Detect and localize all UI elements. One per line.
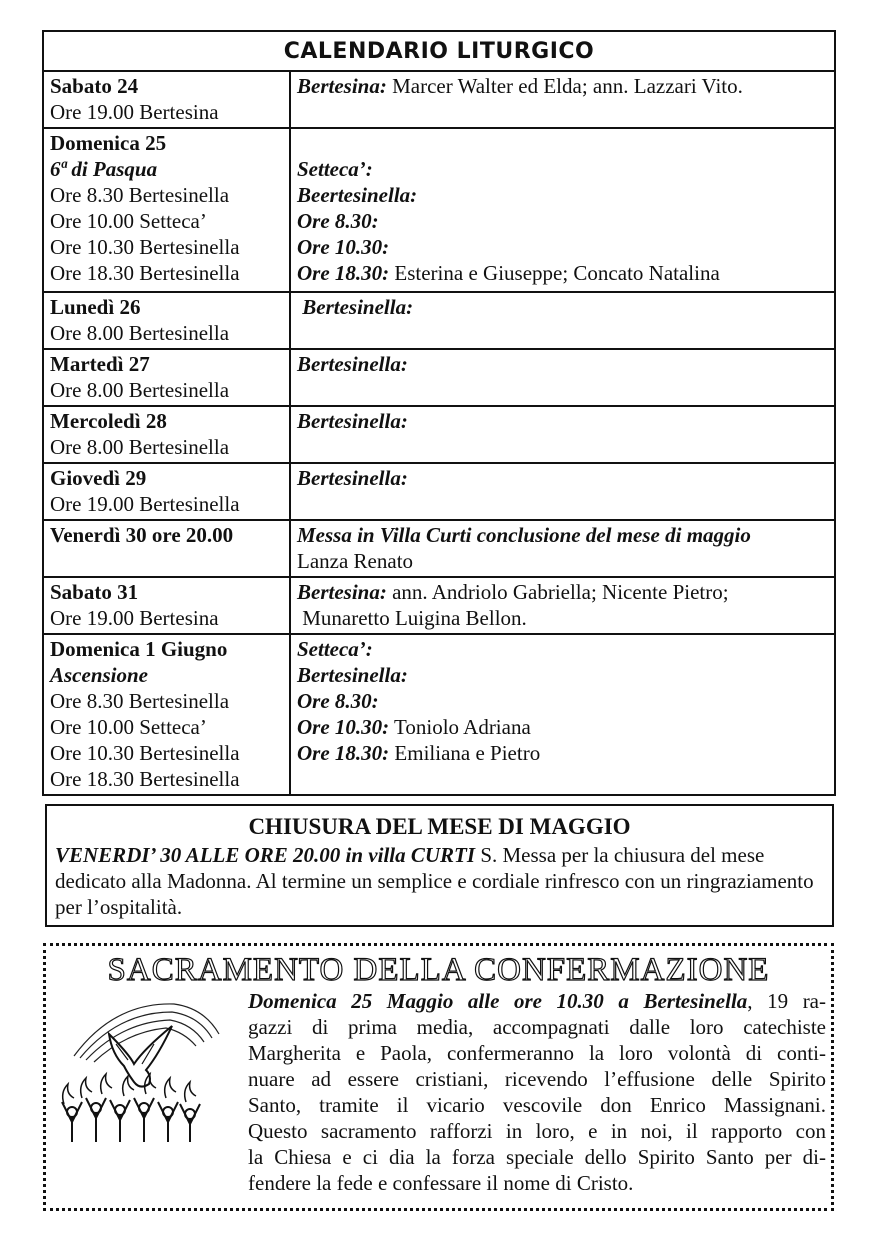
intention-line [297,548,829,574]
intention-line [297,208,829,234]
intention-label: Beertesinella: [297,183,418,207]
confermazione-line [248,1040,826,1066]
confermazione-bold: Domenica 25 Maggio alle ore 10.30 a Bertesinella [248,989,748,1013]
intention-label: Bertesinella: [297,352,408,376]
confermazione-line [248,1144,826,1170]
mass-time: Ore 8.30 Bertesinella [50,689,230,713]
chiusura-body: S. Messa per la chiusura del mese dedicato alla Madonna. Al termine un semplice e cordiale rinfresco con un ringraziamento per l’ospitalità. [55,843,814,919]
day-cell [43,128,290,292]
day-label: Mercoledì 28 [50,409,167,433]
intention-text: ann. Andriolo Gabriella; Nicente Pietro; [386,580,729,604]
calendar-row [43,292,835,349]
intentions-cell [290,520,835,577]
confermazione-title: SACRAMENTO DELLA CONFERMAZIONE [107,952,770,988]
day-cell [43,577,290,634]
confermazione-line-text: la Chiesa e ci dia la forza speciale dello Spirito Santo per di- [248,1145,826,1169]
calendar-row [43,634,835,795]
mass-time: Ore 8.30 Bertesinella [50,183,230,207]
confermazione-line [248,1014,826,1040]
intention-line [297,182,829,208]
calendar-row [43,577,835,634]
mass-time: Ore 19.00 Bertesina [50,100,219,124]
intention-label: Ore 8.30: [297,689,379,713]
confermazione-line [248,988,826,1014]
intentions-cell [290,349,835,406]
intentions-cell [290,634,835,795]
intention-text: Lanza Renato [297,549,414,573]
confermazione-line [248,1170,826,1196]
chiusura-highlight: VENERDI’ 30 ALLE ORE 20.00 in villa CURTI [55,843,476,867]
mass-time: Ore 10.00 Setteca’ [50,715,207,739]
intention-line [297,130,829,156]
intention-label: Ore 8.30: [297,209,379,233]
intentions-cell [290,463,835,520]
intention-text: Munaretto Luigina Bellon. [297,606,527,630]
mass-time: Ore 8.00 Bertesinella [50,435,230,459]
mass-time: Ore 18.30 Bertesinella [50,261,240,285]
confermazione-line-text: Margherita e Paola, confermeranno la loro volontà di conti- [248,1041,826,1065]
intention-label: Ore 10.30: [297,235,390,259]
calendar-row [43,349,835,406]
intention-label: Setteca’: [297,157,373,181]
confermazione-text [206,988,826,1196]
intention-line [297,465,829,491]
calendar-row [43,128,835,292]
intention-label: Ore 18.30: [297,261,390,285]
calendar-body [43,71,835,795]
day-label: Sabato 31 [50,580,139,604]
mass-time: Ore 10.30 Bertesinella [50,235,240,259]
intention-line [297,234,829,260]
intentions-cell [290,128,835,292]
chiusura-text [55,842,824,920]
intention-line [297,522,829,548]
intention-text: Marcer Walter ed Elda; ann. Lazzari Vito. [386,74,743,98]
day-cell [43,520,290,577]
chiusura-title: CHIUSURA DEL MESE DI MAGGIO [248,814,631,839]
intention-label: Ore 10.30: [297,715,390,739]
day-label: Lunedì 26 [50,295,141,319]
intention-label: Ore 18.30: [297,741,390,765]
intention-label: Bertesina: [297,74,387,98]
calendar-row [43,463,835,520]
day-cell [43,71,290,128]
calendar-title: CALENDARIO LITURGICO [43,31,835,71]
intention-line [297,156,829,182]
intention-label: Bertesinella: [297,663,408,687]
calendar-row [43,406,835,463]
day-label: Domenica 25 [50,131,167,155]
day-subtitle: Ascensione [50,663,149,687]
day-label: Martedì 27 [50,352,150,376]
day-subtitle: 6ª di Pasqua [50,157,158,181]
intention-line [297,351,829,377]
mass-time: Ore 10.00 Setteca’ [50,209,207,233]
confermazione-line [248,1066,826,1092]
intentions-cell [290,292,835,349]
day-cell [43,634,290,795]
calendar-row [43,520,835,577]
intention-line [297,636,829,662]
calendar-row [43,71,835,128]
mass-time: Ore 10.30 Bertesinella [50,741,240,765]
day-cell [43,406,290,463]
intention-label: Setteca’: [297,637,373,661]
intention-text: Emiliana e Pietro [389,741,541,765]
intention-line [297,662,829,688]
intention-label: Bertesinella: [297,409,408,433]
day-label: Giovedì 29 [50,466,147,490]
intentions-cell [290,577,835,634]
chiusura-box [45,804,834,927]
confermazione-line-text: , 19 ra- [747,989,826,1013]
intention-line [297,408,829,434]
day-cell [43,292,290,349]
day-cell [43,463,290,520]
confermazione-line-text: Questo sacramento rafforzi in loro, e in noi, il rapporto con [248,1119,826,1143]
confermazione-box [43,943,834,1211]
confermazione-line-text: gazzi di prima media, accompagnati dalle loro catechiste [248,1015,826,1039]
intention-line [297,260,829,286]
intention-line [297,605,829,631]
intention-line [297,294,829,320]
confermazione-line-text: fendere la fede e confessare il nome di Cristo. [248,1171,634,1195]
day-cell [43,349,290,406]
intention-label: Bertesinella: [297,295,414,319]
intentions-cell [290,71,835,128]
confermazione-line [248,1092,826,1118]
mass-time: Ore 8.00 Bertesinella [50,378,230,402]
confermazione-line [248,1118,826,1144]
intention-line [297,73,829,99]
intention-line [297,688,829,714]
mass-time: Ore 19.00 Bertesina [50,606,219,630]
intention-line [297,714,829,740]
mass-time: Ore 18.30 Bertesinella [50,767,240,791]
confermazione-line-text: Santo, tramite il vicario vescovile don Enrico Massignani. [248,1093,826,1117]
intention-text: Esterina e Giuseppe; Concato Natalina [389,261,720,285]
intention-line [297,579,829,605]
intention-label: Bertesinella: [297,466,408,490]
intention-label: Messa in Villa Curti conclusione del mese di maggio [297,523,751,547]
intention-line [297,740,829,766]
intention-label: Bertesina: [297,580,387,604]
mass-time: Ore 8.00 Bertesinella [50,321,230,345]
day-label: Venerdì 30 ore 20.00 [50,523,234,547]
intentions-cell [290,406,835,463]
day-label: Sabato 24 [50,74,139,98]
intention-text: Toniolo Adriana [389,715,531,739]
mass-time: Ore 19.00 Bertesinella [50,492,240,516]
calendar-table [42,30,836,796]
day-label: Domenica 1 Giugno [50,637,228,661]
confermazione-line-text: nuare ad essere cristiani, ricevendo l’effusione delle Spirito [248,1067,826,1091]
